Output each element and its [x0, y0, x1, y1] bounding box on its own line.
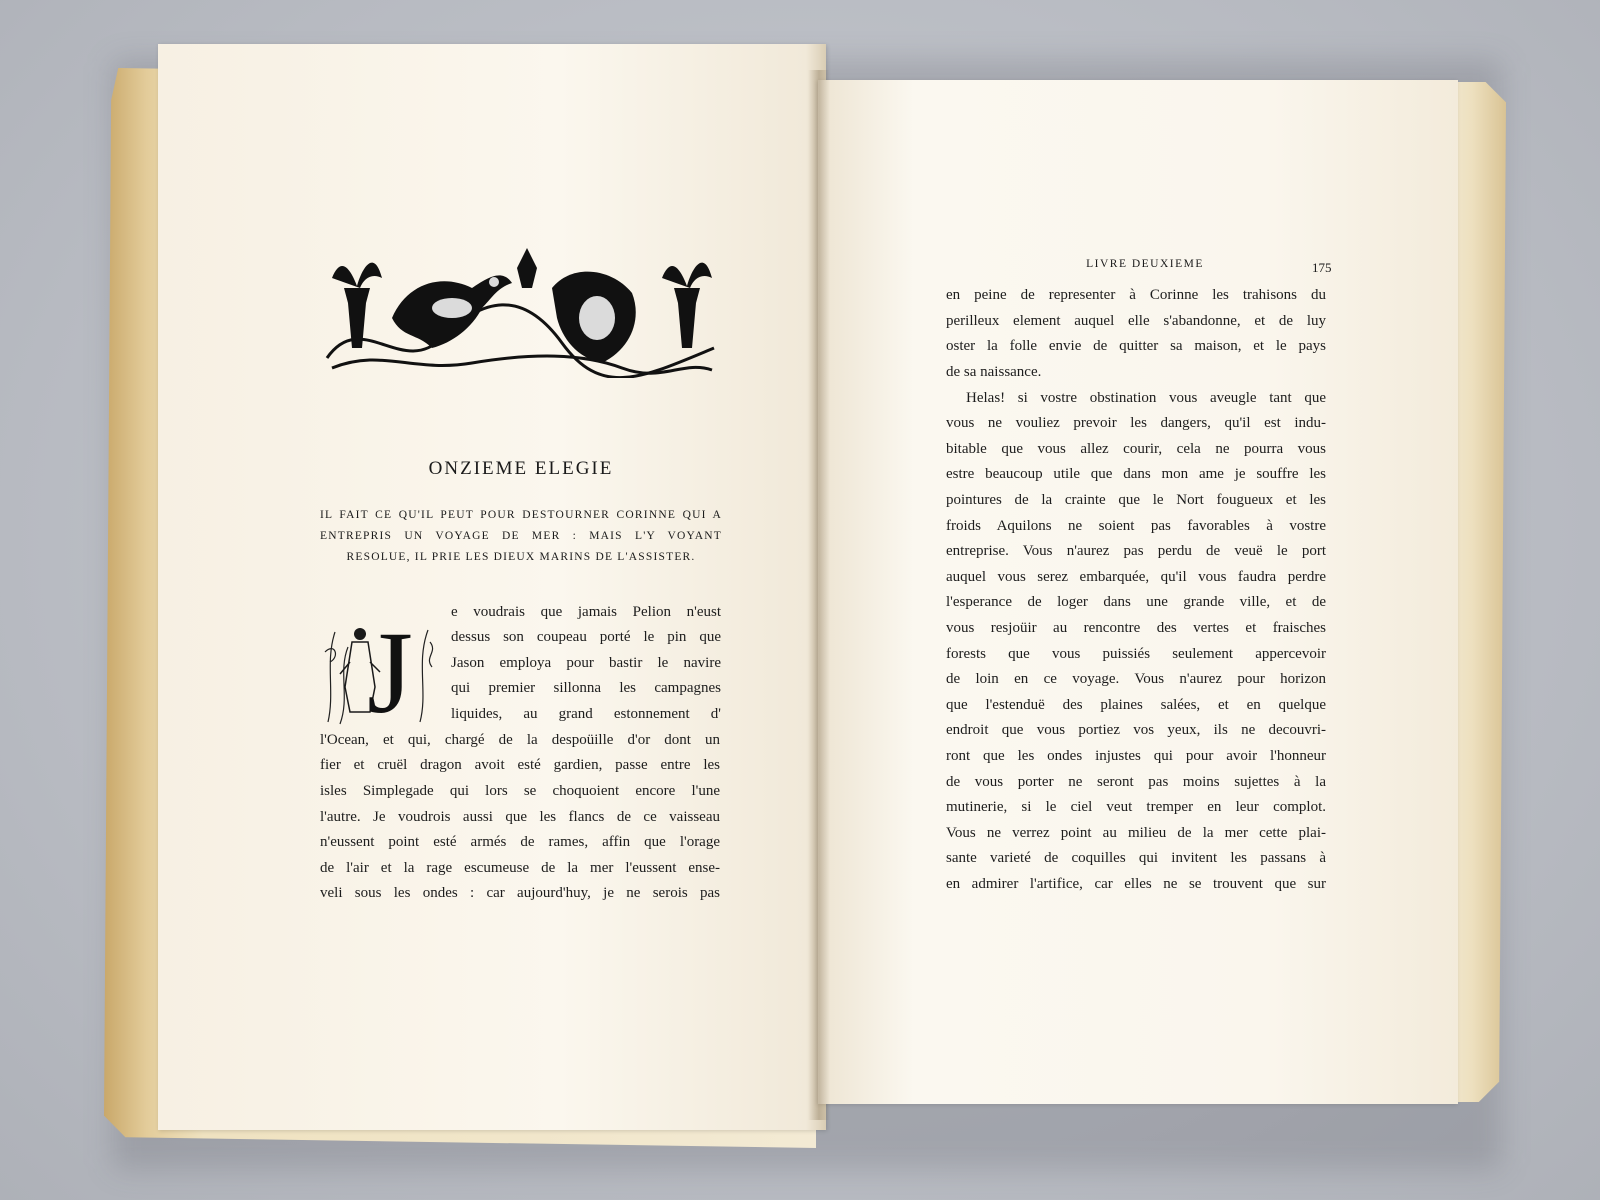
text-line: de l'air et la rage escumeuse de la mer l'eussent ense-: [320, 860, 720, 876]
initial-letter: J: [367, 612, 413, 730]
page-number: 175: [1312, 260, 1332, 275]
text-line: vous resjoüir au rencontre des vertes et fraisches: [946, 620, 1326, 636]
text-line: de loin en ce voyage. Vous n'aurez pour horizon: [946, 671, 1326, 687]
text-line: liquides, au grand estonnement d': [451, 706, 721, 722]
text-line: de sa naissance.: [946, 364, 1042, 380]
elegy-title: ONZIEME ELEGIE: [428, 458, 614, 479]
text-line: que l'estenduë des plaines salées, et en quelque: [946, 697, 1326, 713]
text-line: auquel vous serez embarquée, qu'il vous faudra perdre: [946, 569, 1326, 585]
text-line: mutinerie, si le ciel veut tremper en leur complot.: [946, 799, 1326, 815]
text-line: l'esperance de loger dans une grande ville, et de: [946, 594, 1326, 610]
text-line: perilleux element auquel elle s'abandonne, et de luy: [946, 313, 1326, 329]
text-line: l'autre. Je voudrois aussi que les flancs de ce vaisseau: [320, 809, 720, 825]
text-line: oster la folle envie de quitter sa maison, et le pays: [946, 338, 1326, 354]
text-line: qui premier sillonna les campagnes: [451, 680, 721, 696]
text-line: Jason employa pour bastir le navire: [451, 655, 721, 671]
text-line: vous ne vouliez prevoir les dangers, qu'il est indu-: [946, 415, 1326, 431]
left-page: [158, 44, 826, 1130]
text-line: ront que les ondes injustes qui pour avoir l'honneur: [946, 748, 1326, 764]
text-line: bitable que vous allez courir, cela ne pourra vous: [946, 441, 1326, 457]
elegy-summary: IL FAIT CE QU'IL PEUT POUR DESTOURNER CORINNE QUI A ENTREPRIS UN VOYAGE DE MER : MAIS L'Y VOYANT RESOLUE, IL PRIE LES DIEUX MARINS DE L'ASSISTER.: [320, 509, 722, 563]
book-gutter: [808, 70, 830, 1120]
text-line: l'Ocean, et qui, chargé de la despoüille d'or dont un: [320, 732, 720, 748]
ornamental-headpiece-icon: [322, 248, 720, 378]
text-line: Vous ne verrez point au milieu de la mer cette plai-: [946, 825, 1326, 841]
decorated-initial-icon: [320, 612, 442, 730]
text-line: forests que vous puissiés seulement appercevoir: [946, 646, 1326, 662]
text-line: endroit que vous portiez vos yeux, ils ne decouvri-: [946, 722, 1326, 738]
running-head: LIVRE DEUXIEME: [1086, 258, 1204, 270]
text-line: isles Simplegade qui lors se choquoient encore l'une: [320, 783, 720, 799]
text-line: sante varieté de coquilles qui invitent les passans à: [946, 850, 1326, 866]
text-line: Helas! si vostre obstination vous aveugle tant que: [966, 390, 1326, 406]
text-line: froids Aquilons ne soient pas favorables à vostre: [946, 518, 1326, 534]
text-line: fier et cruël dragon avoit esté gardien, passe entre les: [320, 757, 720, 773]
text-line: dessus son coupeau porté le pin que: [451, 629, 721, 645]
text-line: pointures de la crainte que le Nort fougueux et les: [946, 492, 1326, 508]
text-line: de vous porter ne seront pas moins sujettes à la: [946, 774, 1326, 790]
text-line: estre beaucoup utile que dans mon ame je souffre les: [946, 466, 1326, 482]
text-line: en peine de representer à Corinne les trahisons du: [946, 287, 1326, 303]
text-line: n'eussent point esté armés de rames, affin que l'orage: [320, 834, 720, 850]
text-line: e voudrais que jamais Pelion n'eust: [451, 604, 721, 620]
text-line: entreprise. Vous n'aurez pas perdu de veuë le port: [946, 543, 1326, 559]
text-line: veli sous les ondes : car aujourd'huy, je ne serois pas: [320, 885, 720, 901]
text-line: en admirer l'artifice, car elles ne se trouvent que sur: [946, 876, 1326, 892]
